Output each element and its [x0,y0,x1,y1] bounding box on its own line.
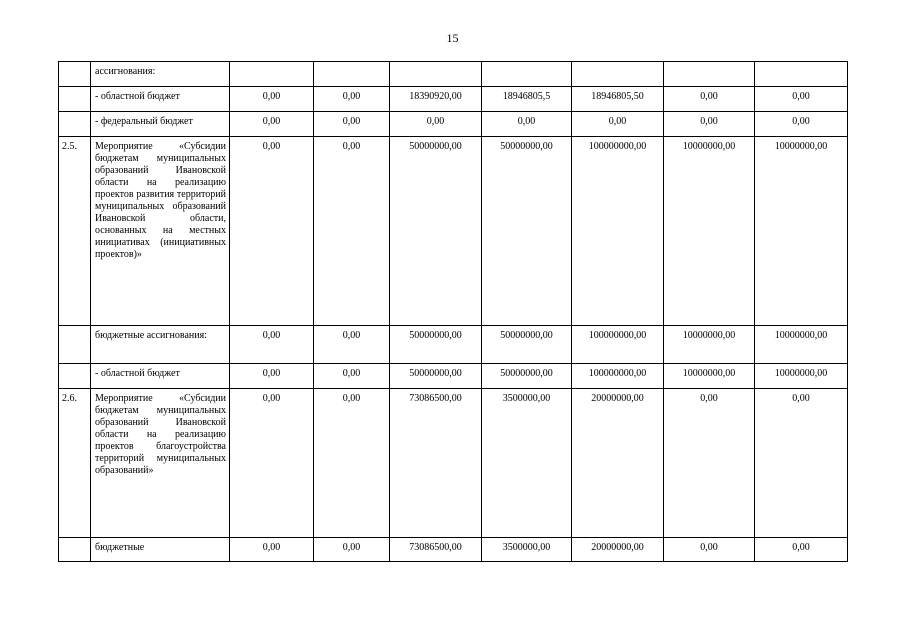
value-cell: 10000000,00 [755,137,848,326]
value-cell: 0,00 [230,364,314,389]
value-cell: 0,00 [664,389,755,538]
value-cell: 0,00 [230,538,314,562]
value-cell: 0,00 [755,112,848,137]
value-cell: 10000000,00 [664,364,755,389]
row-description: бюджетные ассигнования: [91,326,230,364]
value-cell: 50000000,00 [390,326,482,364]
budget-table [58,61,848,562]
value-cell: 0,00 [314,538,390,562]
table-row [59,389,848,538]
value-cell [755,62,848,87]
value-cell [230,62,314,87]
row-description: бюджетные [91,538,230,562]
value-cell: 100000000,00 [572,137,664,326]
value-cell: 0,00 [230,326,314,364]
value-cell [314,62,390,87]
value-cell: 20000000,00 [572,538,664,562]
value-cell: 0,00 [314,326,390,364]
row-index: 2.5. [59,137,91,326]
value-cell: 50000000,00 [390,364,482,389]
row-description: Мероприятие «Субсидии бюджетам муниципальных образований Ивановской области на реализацию проектов благоустройства территорий муниципальных образований» [91,389,230,538]
value-cell: 0,00 [390,112,482,137]
value-cell: 10000000,00 [664,137,755,326]
page-number: 15 [446,31,459,45]
value-cell: 0,00 [314,137,390,326]
value-cell: 100000000,00 [572,364,664,389]
value-cell: 0,00 [314,389,390,538]
value-cell: 20000000,00 [572,389,664,538]
value-cell: 10000000,00 [664,326,755,364]
value-cell: 73086500,00 [390,538,482,562]
row-description: ассигнования: [91,62,230,87]
table-row [59,326,848,364]
value-cell: 0,00 [230,389,314,538]
value-cell: 0,00 [314,87,390,112]
value-cell: 10000000,00 [755,326,848,364]
row-index [59,364,91,389]
value-cell: 0,00 [314,364,390,389]
table-row [59,538,848,562]
table-row [59,364,848,389]
value-cell: 0,00 [755,87,848,112]
value-cell: 3500000,00 [482,389,572,538]
value-cell: 3500000,00 [482,538,572,562]
value-cell [390,62,482,87]
value-cell: 0,00 [664,87,755,112]
row-description: - федеральный бюджет [91,112,230,137]
value-cell [664,62,755,87]
value-cell: 0,00 [755,389,848,538]
row-index [59,326,91,364]
row-description: - областной бюджет [91,87,230,112]
row-index: 2.6. [59,389,91,538]
row-description: - областной бюджет [91,364,230,389]
value-cell: 18946805,5 [482,87,572,112]
table-row [59,112,848,137]
value-cell: 50000000,00 [482,326,572,364]
value-cell: 100000000,00 [572,326,664,364]
value-cell: 50000000,00 [482,137,572,326]
row-description: Мероприятие «Субсидии бюджетам муниципальных образований Ивановской области на реализацию проектов развития территорий муниципальных образований Ивановской области, основанных на местных инициативах (инициативных проектов)» [91,137,230,326]
value-cell: 50000000,00 [482,364,572,389]
value-cell: 10000000,00 [755,364,848,389]
value-cell [572,62,664,87]
value-cell: 0,00 [482,112,572,137]
value-cell: 0,00 [664,112,755,137]
value-cell: 0,00 [314,112,390,137]
value-cell: 0,00 [230,87,314,112]
table-row [59,87,848,112]
value-cell: 0,00 [572,112,664,137]
value-cell: 18946805,50 [572,87,664,112]
row-index [59,112,91,137]
value-cell: 0,00 [230,137,314,326]
value-cell: 0,00 [664,538,755,562]
table-row [59,62,848,87]
table-row [59,137,848,326]
value-cell [482,62,572,87]
row-index [59,538,91,562]
value-cell: 50000000,00 [390,137,482,326]
value-cell: 18390920,00 [390,87,482,112]
row-index [59,62,91,87]
row-index [59,87,91,112]
value-cell: 0,00 [755,538,848,562]
value-cell: 73086500,00 [390,389,482,538]
value-cell: 0,00 [230,112,314,137]
